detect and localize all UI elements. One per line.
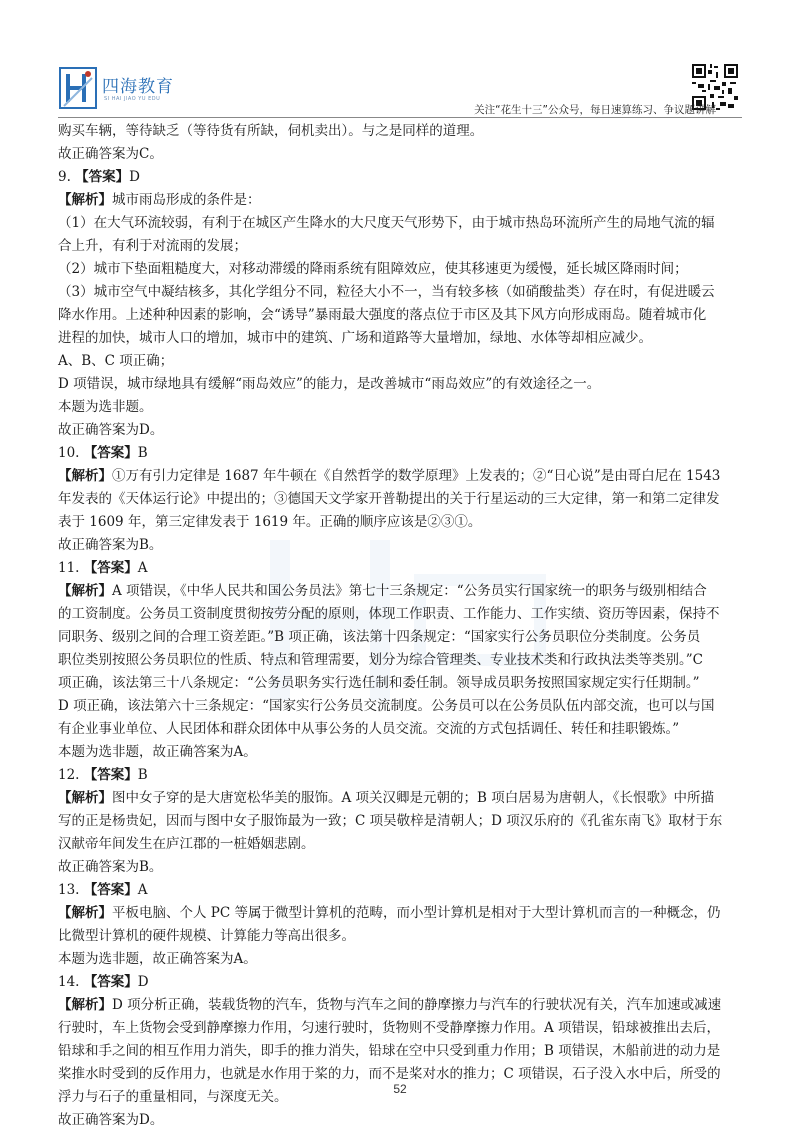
text-line: 降水作用。上述种种因素的影响，会“诱导”暴雨最大强度的落点位于市区及其下风方向形成雨岛。随着城市化 <box>58 307 707 323</box>
header-divider <box>58 117 742 118</box>
text-line: A、B、C 项正确； <box>58 353 174 369</box>
logo-mark-icon <box>58 66 98 110</box>
text-line: 桨推水时受到的反作用力，也就是水作用于桨的力，而不是桨对水的推力；C 项错误，石子没入水中后，所受的 <box>58 1066 721 1082</box>
analysis-line: 【解析】A 项错误，《中华人民共和国公务员法》第七十三条规定：“公务员实行国家统一的职务与级别相结合 <box>58 583 707 599</box>
text-line: 的工资制度。公务员工资制度贯彻按劳分配的原则，体现工作职责、工作能力、工作实绩、资历等因素，保持不 <box>58 606 720 622</box>
text-line: 年发表的《天体运行论》中提出的；③德国天文学家开普勒提出的关于行星运动的三大定律，第一和第二定律发 <box>58 491 720 507</box>
text-line: 同职务、级别之间的合理工资差距。”B 项正确，该法第十四条规定：“国家实行公务员职位分类制度。公务员 <box>58 629 701 645</box>
text-line: 行驶时，车上货物会受到静摩擦力作用，匀速行驶时，货物则不受静摩擦力作用。A 项错误，铅球被推出去后， <box>58 1020 721 1036</box>
answer-line: 13. 【答案】A <box>58 882 148 898</box>
text-line: 故正确答案为B。 <box>58 537 163 553</box>
text-line: 故正确答案为D。 <box>58 422 164 438</box>
analysis-line: 【解析】图中女子穿的是大唐宽松华美的服饰。A 项关汉卿是元朝的；B 项白居易为唐朝人，《长恨歌》中所描 <box>58 790 715 806</box>
text-line: 表于 1609 年，第三定律发表于 1619 年。正确的顺序应该是②③①。 <box>58 514 482 530</box>
logo-title: 四海教育 <box>102 77 174 97</box>
text-line: 故正确答案为D。 <box>58 1112 164 1128</box>
page-header <box>0 0 800 118</box>
text-line: 汉献帝年间发生在庐江郡的一桩婚姻悲剧。 <box>58 836 315 852</box>
text-line: D 项错误，城市绿地具有缓解“雨岛效应”的能力，是改善城市“雨岛效应”的有效途径之一。 <box>58 376 601 392</box>
text-line: 故正确答案为C。 <box>58 146 163 162</box>
page-number: 52 <box>393 1082 407 1096</box>
analysis-line: 【解析】城市雨岛形成的条件是： <box>58 192 261 208</box>
text-line: 购买车辆，等待缺乏（等待货有所缺，伺机卖出）。与之是同样的道理。 <box>58 123 484 139</box>
answer-line: 11. 【答案】A <box>58 560 148 576</box>
text-line: D 项正确，该法第六十三条规定：“国家实行公务员交流制度。公务员可以在公务员队伍内部交流，也可以与国 <box>58 698 715 714</box>
header-slogan: 关注“花生十三”公众号，每日速算练习、争议题讲解 <box>474 104 716 116</box>
text-line: 合上升，有利于对流雨的发展； <box>58 238 247 254</box>
text-line: 比微型计算机的硬件规模、计算能力等高出很多。 <box>58 928 355 944</box>
text-line: 写的正是杨贵妃，因而与图中女子服饰最为一致；C 项吴敬梓是清朝人；D 项汉乐府的《孔雀东南飞》取材于东 <box>58 813 723 829</box>
text-line: 本题为选非题，故正确答案为A。 <box>58 951 257 967</box>
text-line: 本题为选非题，故正确答案为A。 <box>58 744 257 760</box>
answer-line: 14. 【答案】D <box>58 974 149 990</box>
text-line: 浮力与石子的重量相同，与深度无关。 <box>58 1089 288 1105</box>
answer-content <box>58 120 748 1132</box>
text-line: （1）在大气环流较弱，有利于在城区产生降水的大尺度天气形势下，由于城市热岛环流所产生的局地气流的辐 <box>58 215 715 231</box>
text-line: 职位类别按照公务员职位的性质、特点和管理需要，划分为综合管理类、专业技术类和行政执法类等类别。”C <box>58 652 703 668</box>
analysis-line: 【解析】D 项分析正确，装载货物的汽车，货物与汽车之间的静摩擦力与汽车的行驶状况有关，汽车加速或减速 <box>58 997 722 1013</box>
text-line: （3）城市空气中凝结核多，其化学组分不同，粒径大小不一，当有较多核（如硝酸盐类）存在时，有促进暖云 <box>58 284 715 300</box>
text-line: 本题为选非题。 <box>58 399 153 415</box>
text-line: 铅球和手之间的相互作用力消失，即手的推力消失，铅球在空中只受到重力作用；B 项错误，木船前进的动力是 <box>58 1043 721 1059</box>
answer-line: 10. 【答案】B <box>58 445 148 461</box>
text-line: 项正确，该法第三十八条规定：“公务员职务实行选任制和委任制。领导成员职务按照国家规定实行任期制。” <box>58 675 700 691</box>
logo <box>58 66 178 112</box>
answer-line: 12. 【答案】B <box>58 767 148 783</box>
text-line: （2）城市下垫面粗糙度大，对移动滞缓的降雨系统有阻障效应，使其移速更为缓慢，延长城区降雨时间； <box>58 261 688 277</box>
text-line: 进程的加快，城市人口的增加，城市中的建筑、广场和道路等大量增加，绿地、水体等却相应减少。 <box>58 330 652 346</box>
logo-subtitle: SI HAI JIAO YU EDU <box>104 96 161 102</box>
analysis-line: 【解析】①万有引力定律是 1687 年牛顿在《自然哲学的数学原理》上发表的；②“日心说”是由哥白尼在 1543 <box>58 468 721 484</box>
text-line: 有企业事业单位、人民团体和群众团体中从事公务的人员交流。交流的方式包括调任、转任和挂职锻炼。” <box>58 721 680 737</box>
analysis-line: 【解析】平板电脑、个人 PC 等属于微型计算机的范畴，而小型计算机是相对于大型计算机而言的一种概念，仍 <box>58 905 721 921</box>
text-line: 故正确答案为B。 <box>58 859 163 875</box>
answer-line: 9. 【答案】D <box>58 169 140 185</box>
